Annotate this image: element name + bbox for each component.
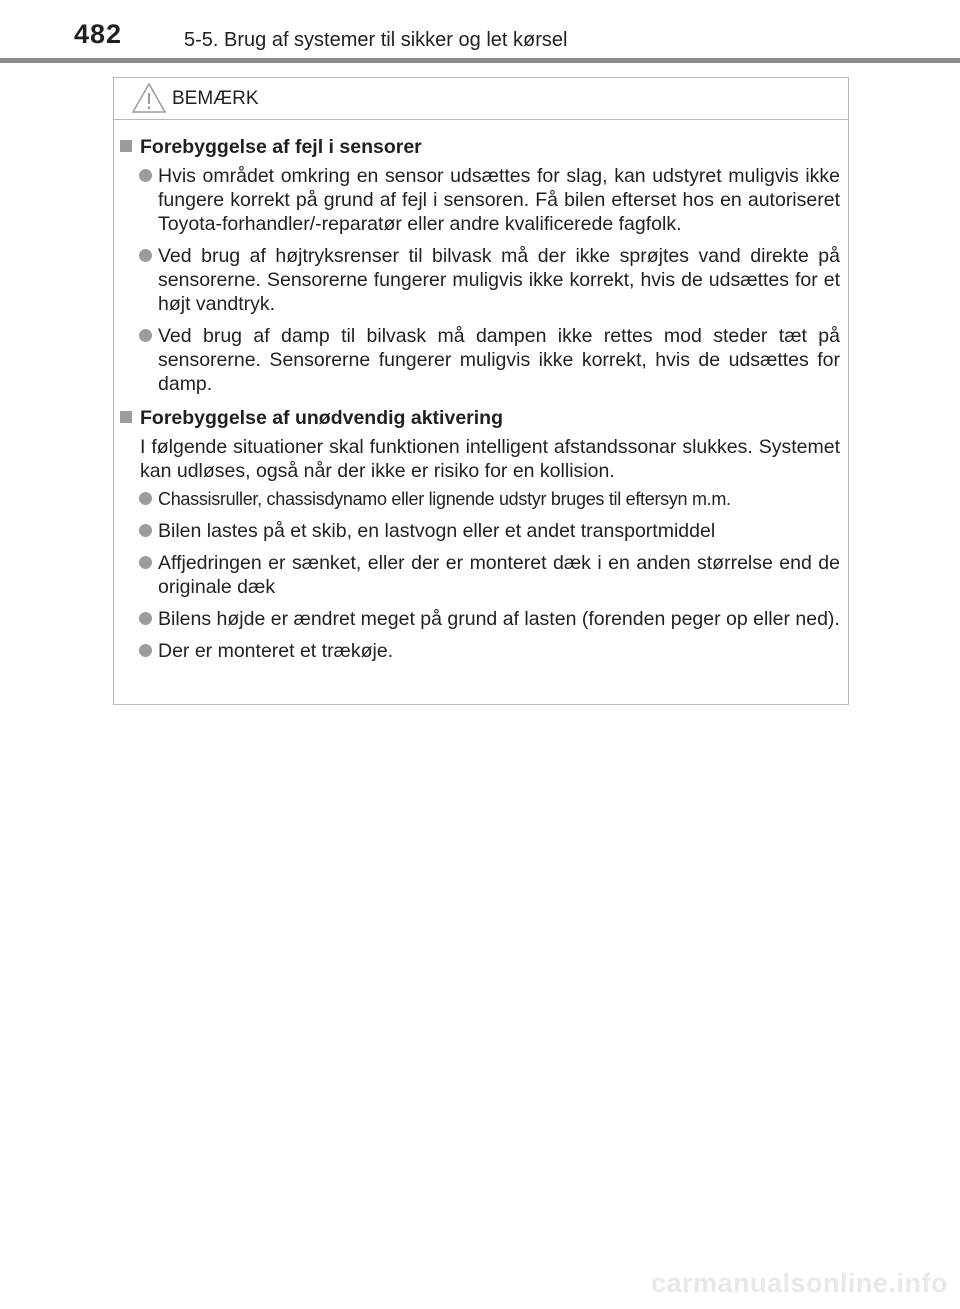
section-title: 5-5. Brug af systemer til sikker og let kørsel xyxy=(184,29,568,51)
round-bullet-icon xyxy=(139,644,152,657)
list-item xyxy=(158,551,840,599)
notice-box xyxy=(113,77,849,705)
round-bullet-icon xyxy=(139,329,152,342)
warning-triangle-icon xyxy=(131,82,167,114)
list-item-text: Affjedringen er sænket, eller der er monteret dæk i en anden størrelse end de originale dæk xyxy=(158,552,840,598)
round-bullet-icon xyxy=(139,556,152,569)
page-header xyxy=(0,0,960,60)
watermark: carmanualsonline.info xyxy=(650,1268,948,1298)
section-heading xyxy=(114,135,848,159)
square-bullet-icon xyxy=(120,411,132,423)
section-heading-text: Forebyggelse af unødvendig aktivering xyxy=(140,407,503,429)
list-item xyxy=(158,244,840,316)
notice-label: BEMÆRK xyxy=(172,88,259,109)
list-item-text: Bilens højde er ændret meget på grund af lasten (forenden peger op eller ned). xyxy=(158,608,840,630)
section-heading-text: Forebyggelse af fejl i sensorer xyxy=(140,136,422,158)
notice-header xyxy=(114,78,848,120)
round-bullet-icon xyxy=(139,249,152,262)
round-bullet-icon xyxy=(139,524,152,537)
list-item-text: Bilen lastes på et skib, en lastvogn eller et andet transportmiddel xyxy=(158,520,716,542)
header-divider xyxy=(0,58,960,63)
list-item-text: Ved brug af højtryksrenser til bilvask må der ikke sprøjtes vand direkte på sensorerne. Sensorerne fungerer muligvis ikke korrekt, hvis de udsættes for et højt vandtryk. xyxy=(158,245,840,315)
list-item xyxy=(158,487,840,511)
list-item xyxy=(158,639,840,663)
list-item xyxy=(158,164,840,236)
round-bullet-icon xyxy=(139,612,152,625)
section-paragraph: I følgende situationer skal funktionen intelligent afstandssonar slukkes. Systemet kan udløses, også når der ikke er risiko for en kollision. xyxy=(140,436,840,482)
notice-content xyxy=(114,135,848,671)
square-bullet-icon xyxy=(120,140,132,152)
round-bullet-icon xyxy=(139,492,152,505)
page-number: 482 xyxy=(74,19,123,49)
list-item-text: Chassisruller, chassisdynamo eller lignende udstyr bruges til eftersyn m.m. xyxy=(158,489,731,509)
list-item-text: Ved brug af damp til bilvask må dampen ikke rettes mod steder tæt på sensorerne. Sensorerne fungerer muligvis ikke korrekt, hvis de udsættes for damp. xyxy=(158,325,840,395)
list-item xyxy=(158,519,840,543)
list-item xyxy=(158,607,840,631)
round-bullet-icon xyxy=(139,169,152,182)
list-item-text: Der er monteret et trækøje. xyxy=(158,640,394,662)
list-item xyxy=(158,324,840,396)
section-heading xyxy=(114,406,848,430)
list-item-text: Hvis området omkring en sensor udsættes for slag, kan udstyret muligvis ikke fungere korrekt på grund af fejl i sensoren. Få bilen efterset hos en autoriseret Toyota-forhandler/-reparatør eller andre kvalificerede fagfolk. xyxy=(158,165,840,235)
